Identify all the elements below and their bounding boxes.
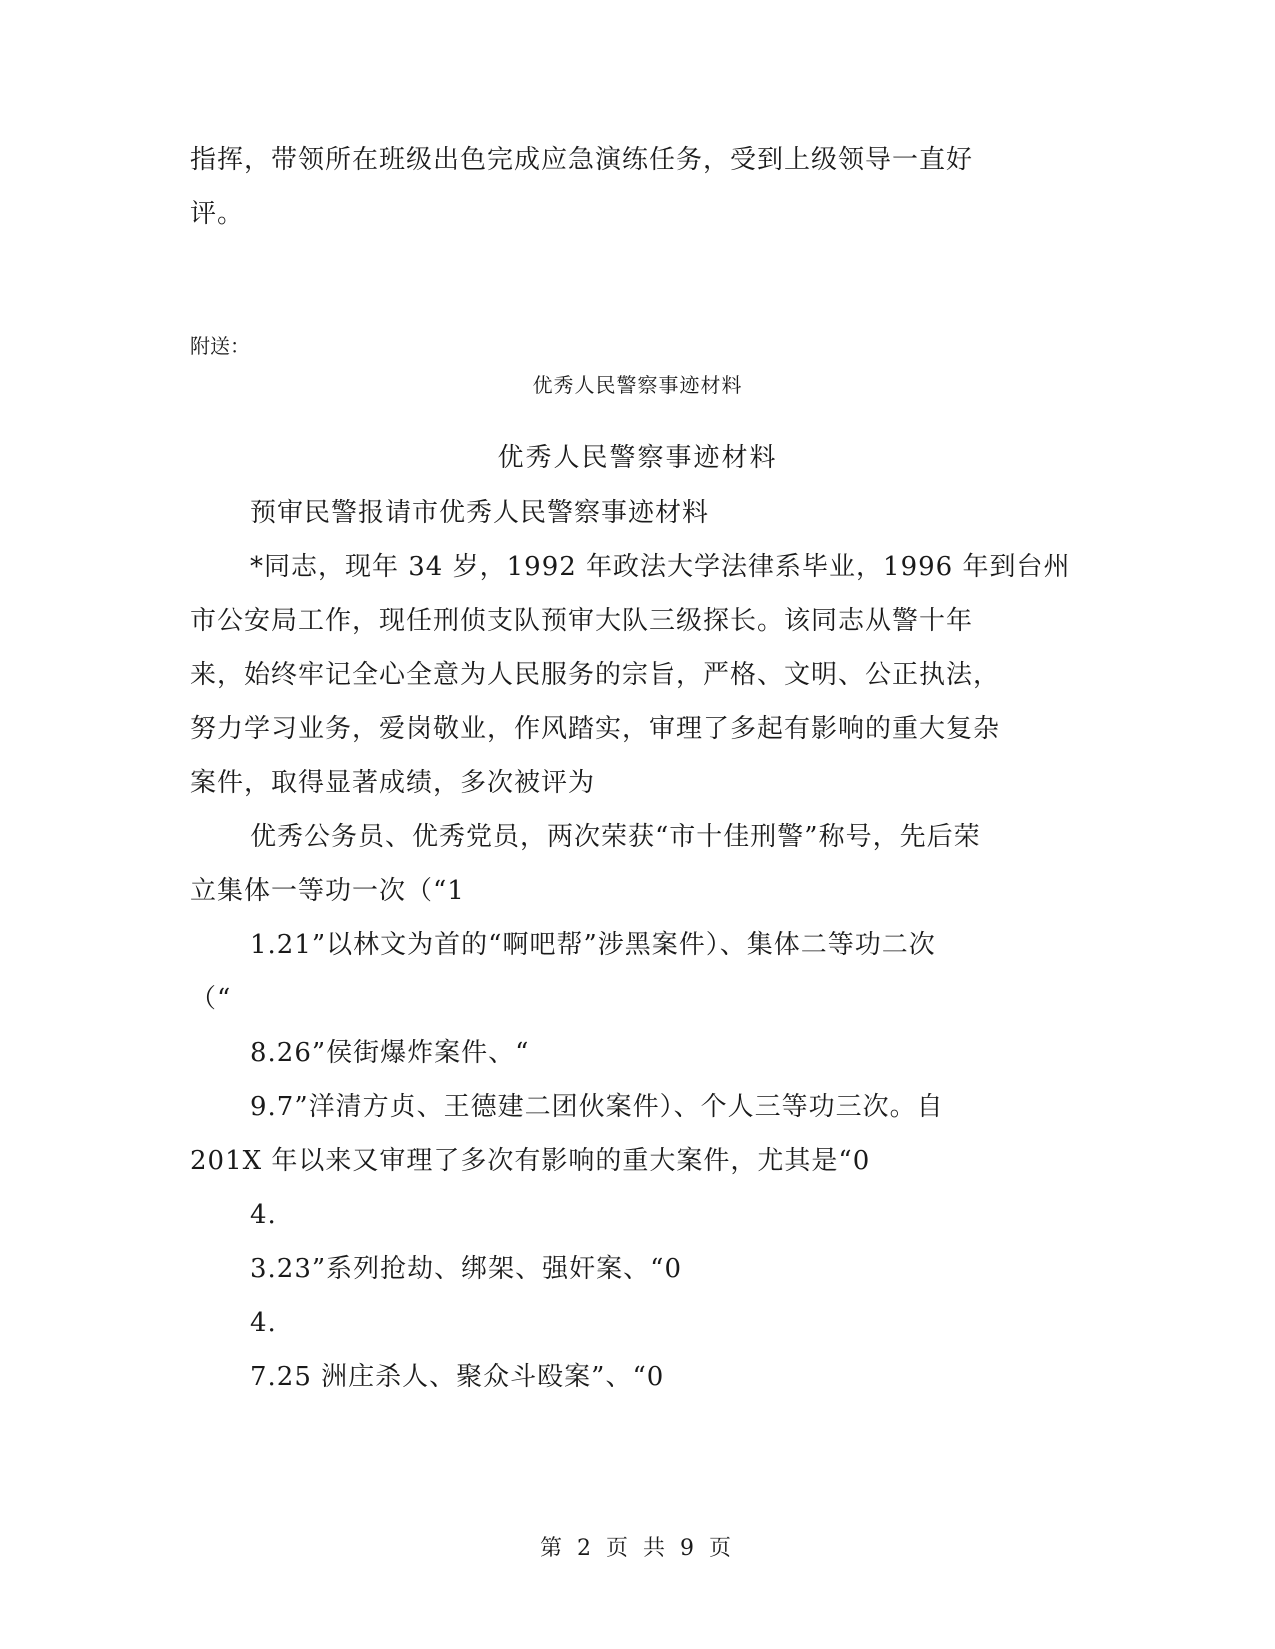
body-line: 优秀公务员、优秀党员，两次荣获“市十佳刑警”称号，先后荣 [250,822,981,852]
appendix-label: 附送： [190,334,250,358]
body-line: 市公安局工作，现任刑侦支队预审大队三级探长。该同志从警十年 [190,606,974,636]
body-line: 4. [250,1308,277,1338]
prev-paragraph-line-1: 指挥，带领所在班级出色完成应急演练任务，受到上级领导一直好 [190,145,974,175]
document-title: 优秀人民警察事迹材料 [497,443,778,473]
body-line: 201X 年以来又审理了多次有影响的重大案件，尤其是“0 [190,1146,871,1176]
body-line: 努力学习业务，爱岗敬业，作风踏实，审理了多起有影响的重大复杂 [190,714,1001,744]
body-line: 3.23”系列抢劫、绑架、强奸案、“0 [250,1254,683,1284]
body-line: 来，始终牢记全心全意为人民服务的宗旨，严格、文明、公正执法， [190,660,1001,690]
body-line: *同志，现年 34 岁，1992 年政法大学法律系毕业，1996 年到台州 [250,552,1071,582]
prev-paragraph-line-2: 评。 [190,199,245,229]
body-line: （“ [190,984,232,1014]
body-line: 1.21”以林文为首的“啊吧帮”涉黑案件）、集体二等功二次 [250,930,936,960]
body-line: 立集体一等功一次（“1 [190,876,465,906]
page-number-footer: 第 2 页 共 9 页 [540,1536,735,1561]
body-line: 案件，取得显著成绩，多次被评为 [190,768,596,798]
document-subtitle: 预审民警报请市优秀人民警察事迹材料 [250,498,710,528]
body-line: 7.25 洲庄杀人、聚众斗殴案”、“0 [250,1362,665,1392]
section-title-small: 优秀人民警察事迹材料 [532,373,743,397]
body-line: 4. [250,1200,277,1230]
body-line: 9.7”洋清方贞、王德建二团伙案件）、个人三等功三次。自 [250,1092,944,1122]
body-line: 8.26”侯街爆炸案件、“ [250,1038,530,1068]
